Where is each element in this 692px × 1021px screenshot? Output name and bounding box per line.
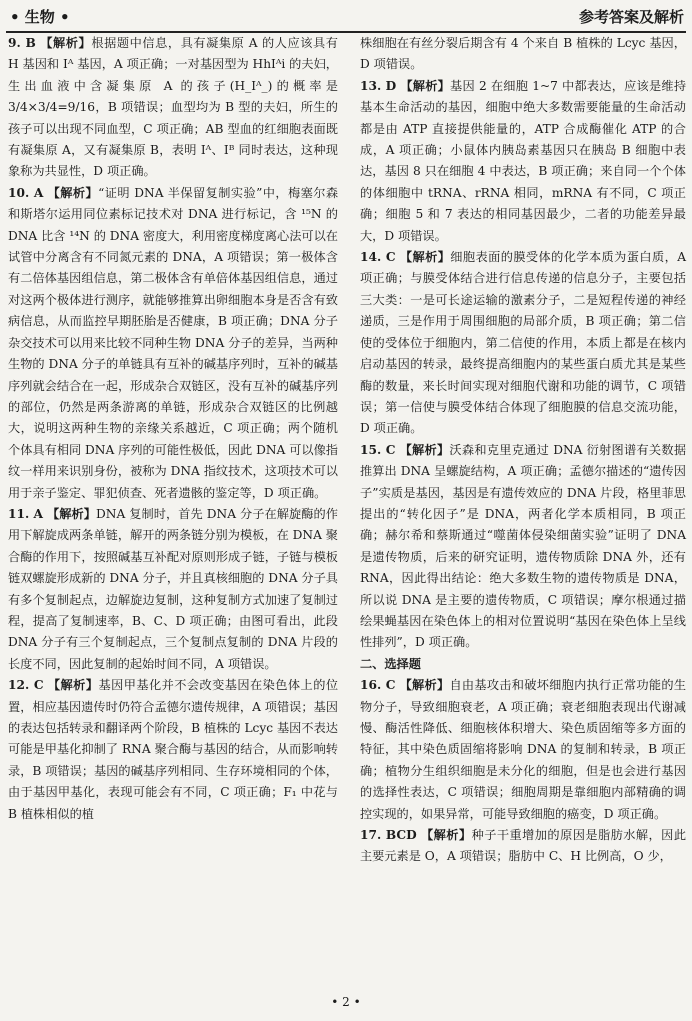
analysis-tag: 【解析】 [47,185,99,200]
header-title: 参考答案及解析 [578,8,684,26]
answer-text: 种子干重增加的原因是脂肪水解，因此主要元素是 O，A 项错误；脂肪中 C、H 比例高，O 少， [360,828,687,864]
answer-number: 17. BCD [360,828,417,843]
answer-item [360,247,686,440]
answer-text: 根据题中信息，具有凝集原 A 的人应该具有 H 基因和 Iᴬ 基因，A 项正确；一对基因型为 HhIᴬi 的夫妇，生出血液中含凝集原 A 的孩子(H_Iᴬ_)的概率是 3/4×3/4=9/16，B 项错误；血型均为 B 型的夫妇，所生的孩子可以出现不同血型，C 项正确；AB 型血的红细胞表面既有凝集原 A，又有凝集原 B，表明 Iᴬ、Iᴮ 同时表达，这种现象称为共显性，D 项正确。 [8,36,338,179]
section-heading: 二、选择题 [360,656,421,671]
answer-text: 基因 2 在细胞 1~7 中都表达，应该是维持基本生命活动的基因，细胞中绝大多数需要能量的生命活动都是由 ATP 直接提供能量的，ATP 合成酶催化 ATP 的合成，A 项正确；小鼠体内胰岛素基因只在胰岛 B 细胞中表达，基因 8 只在细胞 4 中表达，B 项正确；来自同一个个体的体细胞中 tRNA、rRNA 相同，mRNA 有不同，C 项正确；细胞 5 和 7 表达的相同基因最少，二者的功能差异最大，D 项错误。 [360,78,687,243]
analysis-tag: 【解析】 [399,442,450,457]
answer-number: 13. D [360,78,397,93]
answer-number: 14. C [360,250,396,265]
subject-label: • 生物 • [10,8,70,26]
answer-item [8,504,338,675]
answer-number: 11. A [8,506,43,521]
answer-item [360,76,686,247]
answer-number: 15. C [360,442,396,457]
page-header [6,3,686,33]
analysis-tag: 【解析】 [40,36,92,50]
answer-number: 9. B [8,36,36,50]
answer-text: 基因甲基化并不会改变基因在染色体上的位置，相应基因遗传时仍符合孟德尔遗传规律，A 项错误；基因的表达包括转录和翻译两个阶段，B 植株的 Lcyc 基因不表达可能是甲基化抑制了 RNA 聚合酶与基因的结合，从而影响转录，B 项错误；基因的碱基序列相同、生存环境相同的个体，由于基因甲基化，表现可能会有不同，C 项正确；F₁ 中花与 B 植株相似的植 [8,678,339,821]
answer-item [360,440,686,654]
answer-number: 12. C [8,678,44,693]
answer-number: 10. A [8,185,44,200]
left-column [8,33,338,825]
answer-text: 株细胞在有丝分裂后期含有 4 个来自 B 植株的 Lcyc 基因，D 项错误。 [360,36,686,72]
answer-item [360,825,686,868]
page-number: • 2 • [331,995,361,1009]
answer-number: 16. C [360,678,396,693]
answer-item [8,675,338,825]
answer-text: 细胞表面的膜受体的化学本质为蛋白质，A 项正确；与膜受体结合进行信息传递的信息分子，主要包括三大类：一是可长途运输的激素分子，二是短程传递的神经递质，三是作用于周围细胞的局部介质，B 项正确；第二信使的受体位于细胞内，第二信使的作用，本质上都是在核内启动基因的转录，最终提高细胞内的某些蛋白质尤其是某些酶的数量，来长时间实现对细胞代谢和功能的调节，C 项错误；第一信使与膜受体结合体现了细胞膜的信息交流功能，D 项正确。 [360,250,686,436]
answer-item [360,675,686,825]
analysis-tag: 【解析】 [421,828,472,843]
analysis-tag: 【解析】 [399,678,450,693]
answer-text: 沃森和克里克通过 DNA 衍射图谱有关数据推算出 DNA 呈螺旋结构，A 项正确；孟德尔描述的“遗传因子”实质是基因，基因是有遗传效应的 DNA 片段，格里菲思提出的“转化因子”是 DNA，两者化学本质相同，B 项正确；赫尔希和蔡斯通过“噬菌体侵染细菌实验”证明了 DNA 是遗传物质，后来的研究证明，遗传物质除 DNA 外，还有 RNA，因此得出结论：绝大多数生物的遗传物质是 DNA，所以说 DNA 是主要的遗传物质，C 项错误；摩尔根通过描绘果蝇基因在染色体上的相对位置说明“基因在染色体上呈线性排列”，D 项正确。 [360,442,687,650]
analysis-tag: 【解析】 [400,78,451,93]
answer-item [360,33,686,76]
analysis-tag: 【解析】 [46,506,97,521]
answer-text: DNA 复制时，首先 DNA 分子在解旋酶的作用下解旋成两条单链，解开的两条链分别为模板，在 DNA 聚合酶的作用下，按照碱基互补配对原则形成子链，子链与模板链双螺旋形成新的 DNA 分子，并且真核细胞的 DNA 分子具有多个复制起点，边解旋边复制，这种复制方式加速了复制过程，提高了复制速率，B、C、D 项正确；由图可看出，此段 DNA 分子有三个复制起点，三个复制点复制的 DNA 片段的长度不同，因此复制的起始时间不同，A 项错误。 [8,506,338,671]
analysis-tag: 【解析】 [47,678,99,693]
analysis-tag: 【解析】 [399,250,451,265]
answer-text: “证明 DNA 半保留复制实验”中，梅塞尔森和斯塔尔运用同位素标记技术对 DNA 进行标记，含 ¹⁵N 的 DNA 比含 ¹⁴N 的 DNA 密度大，利用密度梯度离心法可以在试管中分离含有不同氮元素的 DNA，A 项错误；第一极体含有二倍体基因组信息，第二极体含有单倍体基因组信息，通过对这两个极体进行测序，就能够推算出卵细胞本身是否含有致病信息，从而监控早期胚胎是否健康，B 项正确；DNA 分子杂交技术可以用来比较不同种生物 DNA 分子的差异，当两种生物的 DNA 分子的单链具有互补的碱基序列时，互补的碱基序列就会结合在一起，形成杂合双链区，没有互补的碱基序列的部位，仍然是两条游离的单链，形成杂合双链区的比例越大，说明这两种生物的亲缘关系越近，C 项正确；两个随机个体具有相同 DNA 序列的可能性极低，因此 DNA 可以像指纹一样用来识别身份，被称为 DNA 指纹技术，这项技术可以用于亲子鉴定、罪犯侦查、死者遗骸的鉴定等，D 项正确。 [8,185,339,500]
right-column [360,33,686,868]
answer-item [8,33,338,183]
answer-item [8,183,338,504]
answer-text: 自由基攻击和破坏细胞内执行正常功能的生物分子，导致细胞衰老，A 项正确；衰老细胞表现出代谢减慢、酶活性降低、细胞核体积增大、染色质固缩等多方面的特征，其中染色质固缩将影响 DNA 的复制和转录，B 项正确；植物分生组织细胞是未分化的细胞，但是也会进行基因的选择性表达，C 项错误；细胞周期是靠细胞内部精确的调控实现的，如果异常，可能导致细胞的癌变，D 项正确。 [360,678,687,821]
